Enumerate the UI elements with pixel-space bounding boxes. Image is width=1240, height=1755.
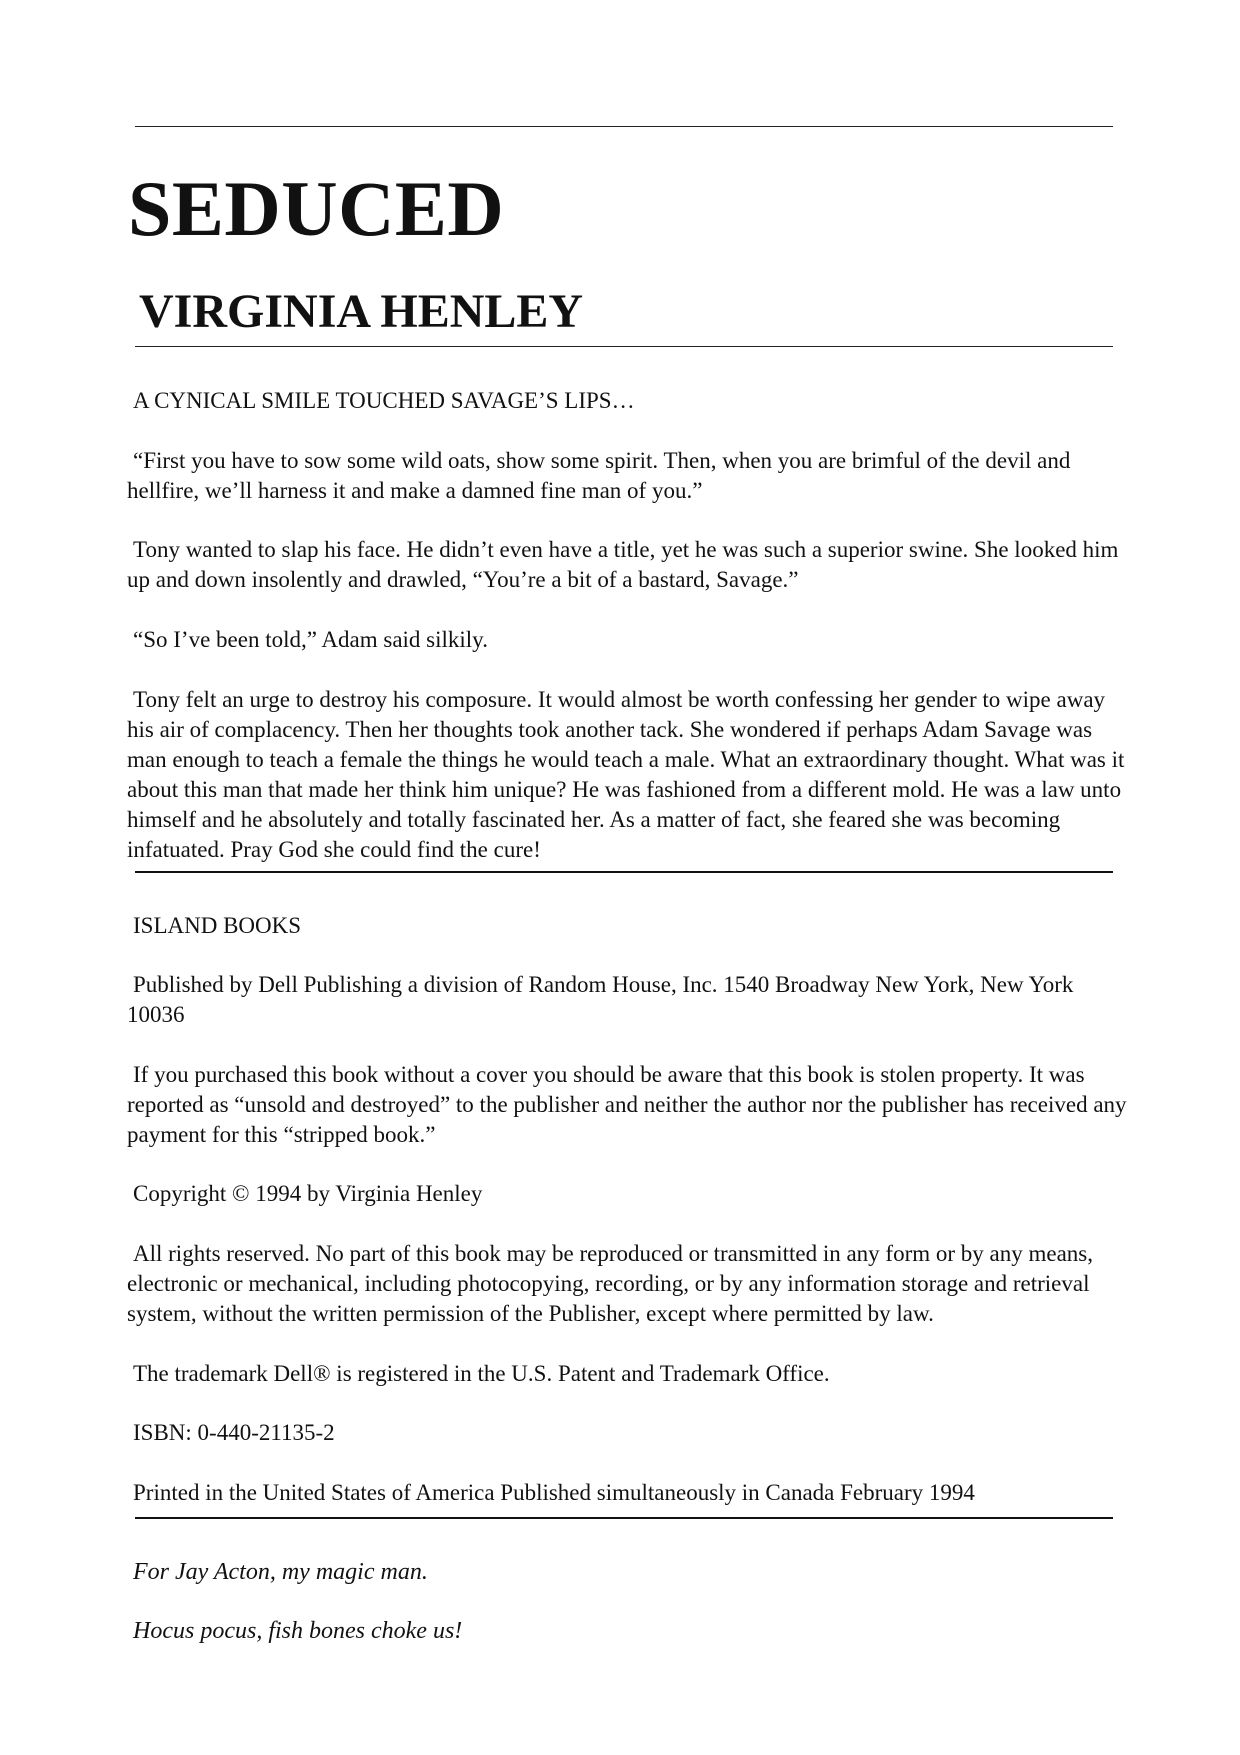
rights-notice: All rights reserved. No part of this book may be reproduced or transmitted in any form or by any means, electronic or mechanical, including photocopying, recording, or by any information storage and retrieval system, without the written permission of the Publisher, except where permitted by law. (127, 1241, 1094, 1326)
excerpt-heading: A CYNICAL SMILE TOUCHED SAVAGE’S LIPS… (133, 388, 635, 413)
excerpt-divider (135, 871, 1113, 873)
publisher-info: Published by Dell Publishing a division of Random House, Inc. 1540 Broadway New York, New York 10036 (127, 972, 1074, 1027)
imprint-name: ISLAND BOOKS (133, 913, 302, 938)
dedication-line-1: For Jay Acton, my magic man. (133, 1559, 428, 1585)
excerpt-paragraph-2: Tony wanted to slap his face. He didn’t even have a title, yet he was such a superior swine. She looked him up and down insolently and drawled, “You’re a bit of a bastard, Savage.” (127, 537, 1119, 592)
printing-info: Printed in the United States of America Published simultaneously in Canada February 1994 (133, 1480, 975, 1505)
top-divider (135, 126, 1113, 127)
trademark-notice: The trademark Dell® is registered in the U.S. Patent and Trademark Office. (133, 1361, 830, 1386)
book-title: SEDUCED (128, 165, 505, 252)
isbn: ISBN: 0-440-21135-2 (133, 1420, 335, 1445)
title-divider (135, 346, 1113, 347)
excerpt-paragraph-1: “First you have to sow some wild oats, show some spirit. Then, when you are brimful of the devil and hellfire, we’ll harness it and make a damned fine man of you.” (127, 448, 1071, 503)
stripped-book-notice: If you purchased this book without a cover you should be aware that this book is stolen property. It was reported as “unsold and destroyed” to the publisher and neither the author nor the publisher has received any payment for this “stripped book.” (127, 1062, 1127, 1147)
dedication-line-2: Hocus pocus, fish bones choke us! (133, 1618, 463, 1644)
dedication-divider (135, 1517, 1113, 1519)
copyright-line: Copyright © 1994 by Virginia Henley (133, 1181, 483, 1206)
excerpt-paragraph-3: “So I’ve been told,” Adam said silkily. (133, 627, 488, 652)
book-author: VIRGINIA HENLEY (139, 285, 584, 338)
excerpt-paragraph-4: Tony felt an urge to destroy his composure. It would almost be worth confessing her gender to wipe away his air of complacency. Then her thoughts took another tack. She wondered if perhaps Adam Savage was man enough to teach a female the things he would teach a male. What an extraordinary thought. What was it about this man that made her think him unique? He was fashioned from a different mold. He was a law unto himself and he absolutely and totally fascinated her. As a matter of fact, she feared she was becoming infatuated. Pray God she could find the cure! (127, 687, 1125, 862)
